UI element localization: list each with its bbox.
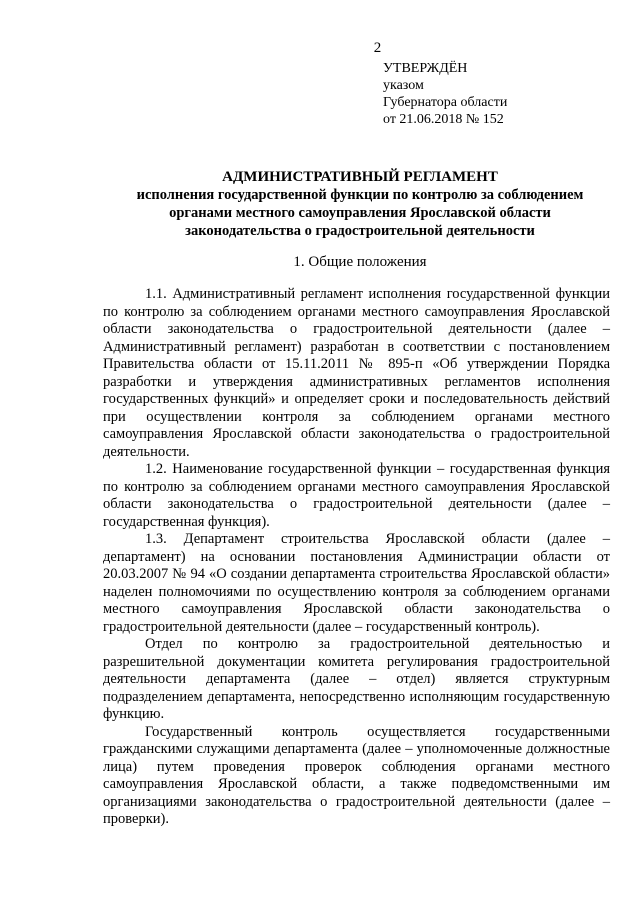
approval-authority: Губернатора области: [383, 95, 508, 110]
document-body: [103, 286, 610, 829]
paragraph: 1.1. Административный регламент исполнения государственной функции по контролю за соблюдением органами местного самоуправления Ярославской области законодательства о градостроительной деятельности (далее – Административный регламент) разработан в соответствии с постановлением Правительства области от 15.11.2011 № 895-п «Об утверждении Порядка разработки и утверждения административных регламентов исполнения государственных функций» и определяет сроки и последовательность действий при осуществлении контроля за соблюдением органами местного самоуправления Ярославской области законодательства о градостроительной деятельности.: [103, 286, 610, 460]
page-number: 2: [373, 40, 382, 56]
paragraph: 1.2. Наименование государственной функции – государственная функция по контролю за соблюдением органами местного самоуправления Ярославской области законодательства о градостроительной деятельности (далее – государственная функция).: [103, 461, 610, 530]
approval-stamp: [383, 60, 507, 128]
document-title-block: [80, 168, 640, 240]
section-heading: 1. Общие положения: [293, 254, 427, 270]
document-subtitle-line-2: органами местного самоуправления Ярославской области: [169, 205, 551, 221]
document-title: АДМИНИСТРАТИВНЫЙ РЕГЛАМЕНТ: [222, 169, 498, 185]
approval-act-type: указом: [383, 78, 424, 93]
approval-date-number: от 21.06.2018 № 152: [383, 112, 504, 127]
approval-status: УТВЕРЖДЁН: [383, 61, 468, 76]
document-subtitle-line-1: исполнения государственной функции по контролю за соблюдением: [136, 187, 584, 203]
paragraph: Отдел по контролю за градостроительной деятельностью и разрешительной документации комитета регулирования градостроительной деятельности департамента (далее – отдел) является структурным подразделением департамента, непосредственно исполняющим государственную функцию.: [103, 636, 610, 722]
paragraph: Государственный контроль осуществляется государственными гражданскими служащими департамента (далее – уполномоченные должностные лица) путем проведения проверок соблюдения органами местного самоуправления Ярославской области, а также подведомственными им организациями законодательства о градостроительной деятельности (далее – проверки).: [103, 723, 610, 827]
paragraph: 1.3. Департамент строительства Ярославской области (далее – департамент) на основании постановления Администрации области от 20.03.2007 № 94 «О создании департамента строительства Ярославской области» наделен полномочиями по осуществлению контроля за соблюдением органами местного самоуправления Ярославской области законодательства о градостроительной деятельности (далее – государственный контроль).: [103, 531, 610, 635]
document-subtitle-line-3: законодательства о градостроительной деятельности: [185, 223, 535, 239]
